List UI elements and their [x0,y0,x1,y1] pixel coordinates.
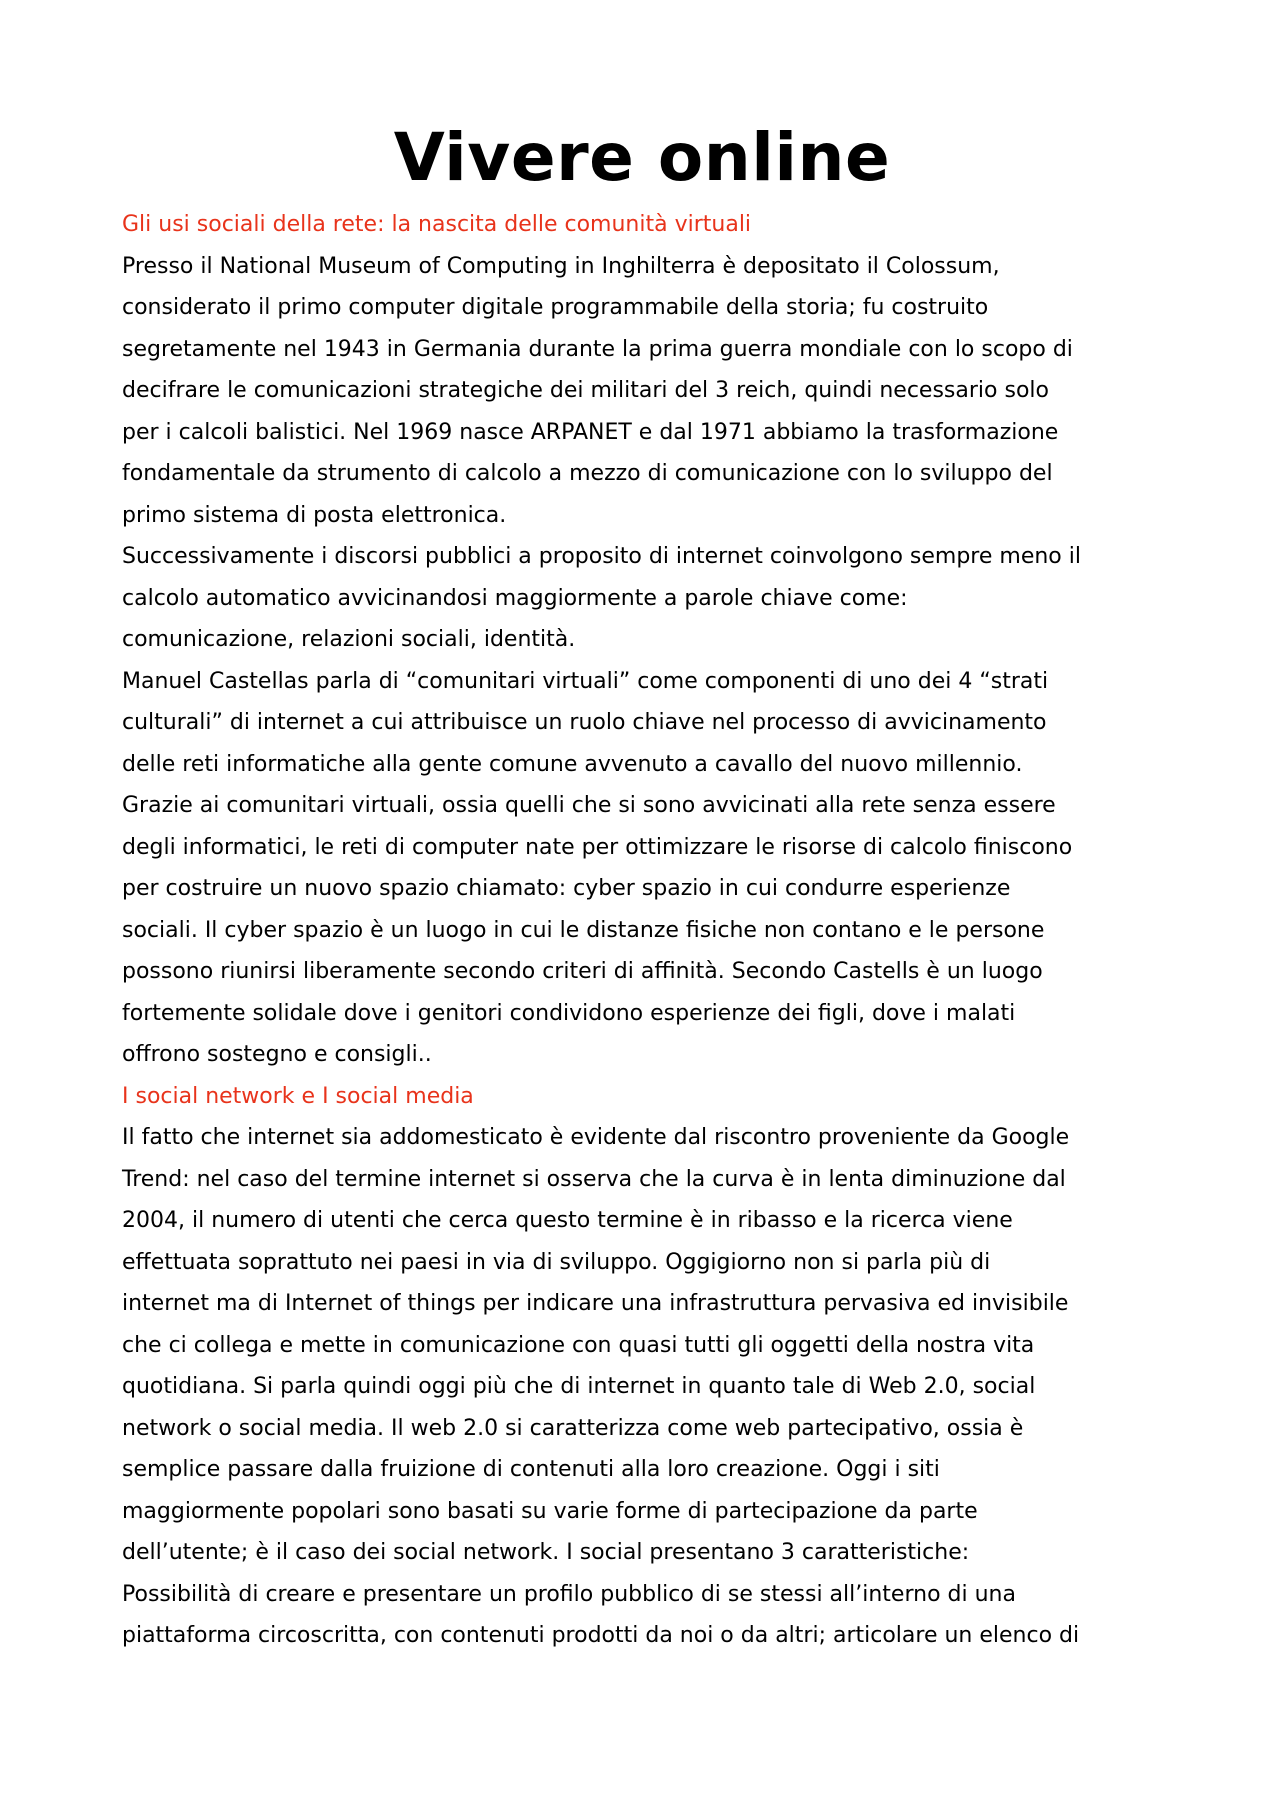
document-page [122,112,1162,1657]
text-line: maggiormente popolari sono basati su varie forme di partecipazione da parte [122,1498,978,1524]
body-paragraph [122,661,1162,1076]
text-line: fortemente solidale dove i genitori condividono esperienze dei figli, dove i malati [122,1000,1016,1026]
body-paragraph [122,246,1162,537]
text-line: per costruire un nuovo spazio chiamato: cyber spazio in cui condurre esperienze [122,876,1011,901]
text-line: effettuata soprattuto nei paesi in via di sviluppo. Oggigiorno non si parla più di [122,1249,991,1275]
text-line: culturali” di internet a cui attribuisce un ruolo chiave nel processo di avvicinamento [122,710,1047,735]
text-line: network o social media. Il web 2.0 si caratterizza come web partecipativo, ossia è [122,1415,1024,1441]
text-line: comunicazione, relazioni sociali, identità. [122,627,576,652]
text-line: Successivamente i discorsi pubblici a proposito di internet coinvolgono sempre meno il [122,544,1081,569]
text-line: internet ma di Internet of things per indicare una infrastruttura pervasiva ed invisibile [122,1291,1069,1316]
text-line: segretamente nel 1943 in Germania durante la prima guerra mondiale con lo scopo di [122,336,1073,362]
document-body [122,204,1162,1657]
text-line: Il fatto che internet sia addomesticato è evidente dal riscontro proveniente da Google [122,1125,1070,1150]
document-title: Vivere online [393,119,891,196]
text-line: piattaforma circoscritta, con contenuti prodotti da noi o da altri; articolare un elenco di [122,1623,1080,1648]
text-line: Grazie ai comunitari virtuali, ossia quelli che si sono avvicinati alla rete senza essere [122,793,1056,818]
section-heading: Gli usi sociali della rete: la nascita delle comunità virtuali [122,212,752,237]
text-line: degli informatici, le reti di computer nate per ottimizzare le risorse di calcolo finiscono [122,834,1073,860]
text-line: Trend: nel caso del termine internet si osserva che la curva è in lenta diminuzione dal [122,1166,1066,1192]
text-line: considerato il primo computer digitale programmabile della storia; fu costruito [122,295,989,320]
text-line: possono riunirsi liberamente secondo criteri di affinità. Secondo Castells è un luogo [122,959,1043,984]
body-paragraph [122,536,1162,661]
text-line: delle reti informatiche alla gente comune avvenuto a cavallo del nuovo millennio. [122,751,1023,777]
section-heading: I social network e I social media [122,1083,474,1109]
text-line: primo sistema di posta elettronica. [122,502,507,528]
text-line: offrono sostegno e consigli.. [122,1042,432,1067]
text-line: sociali. Il cyber spazio è un luogo in cui le distanze fisiche non contano e le persone [122,917,1045,943]
text-line: dell’utente; è il caso dei social network. I social presentano 3 caratteristiche: [122,1540,970,1565]
text-line: quotidiana. Si parla quindi oggi più che di internet in quanto tale di Web 2.0, social [122,1374,1036,1399]
text-line: calcolo automatico avvicinandosi maggiormente a parole chiave come: [122,585,908,611]
text-line: per i calcoli balistici. Nel 1969 nasce ARPANET e dal 1971 abbiamo la trasformazione [122,419,1059,445]
text-line: Possibilità di creare e presentare un profilo pubblico di se stessi all’interno di una [122,1581,1016,1607]
text-line: semplice passare dalla fruizione di contenuti alla loro creazione. Oggi i siti [122,1457,940,1482]
text-line: che ci collega e mette in comunicazione con quasi tutti gli oggetti della nostra vita [122,1332,1035,1358]
body-paragraph [122,1117,1162,1657]
text-line: Presso il National Museum of Computing in Inghilterra è depositato il Colossum, [122,253,1000,279]
text-line: 2004, il numero di utenti che cerca questo termine è in ribasso e la ricerca viene [122,1208,1013,1233]
text-line: decifrare le comunicazioni strategiche dei militari del 3 reich, quindi necessario solo [122,378,1049,403]
text-line: fondamentale da strumento di calcolo a mezzo di comunicazione con lo sviluppo del [122,461,1053,486]
text-line: Manuel Castellas parla di “comunitari virtuali” come componenti di uno dei 4 “strati [122,668,1049,694]
